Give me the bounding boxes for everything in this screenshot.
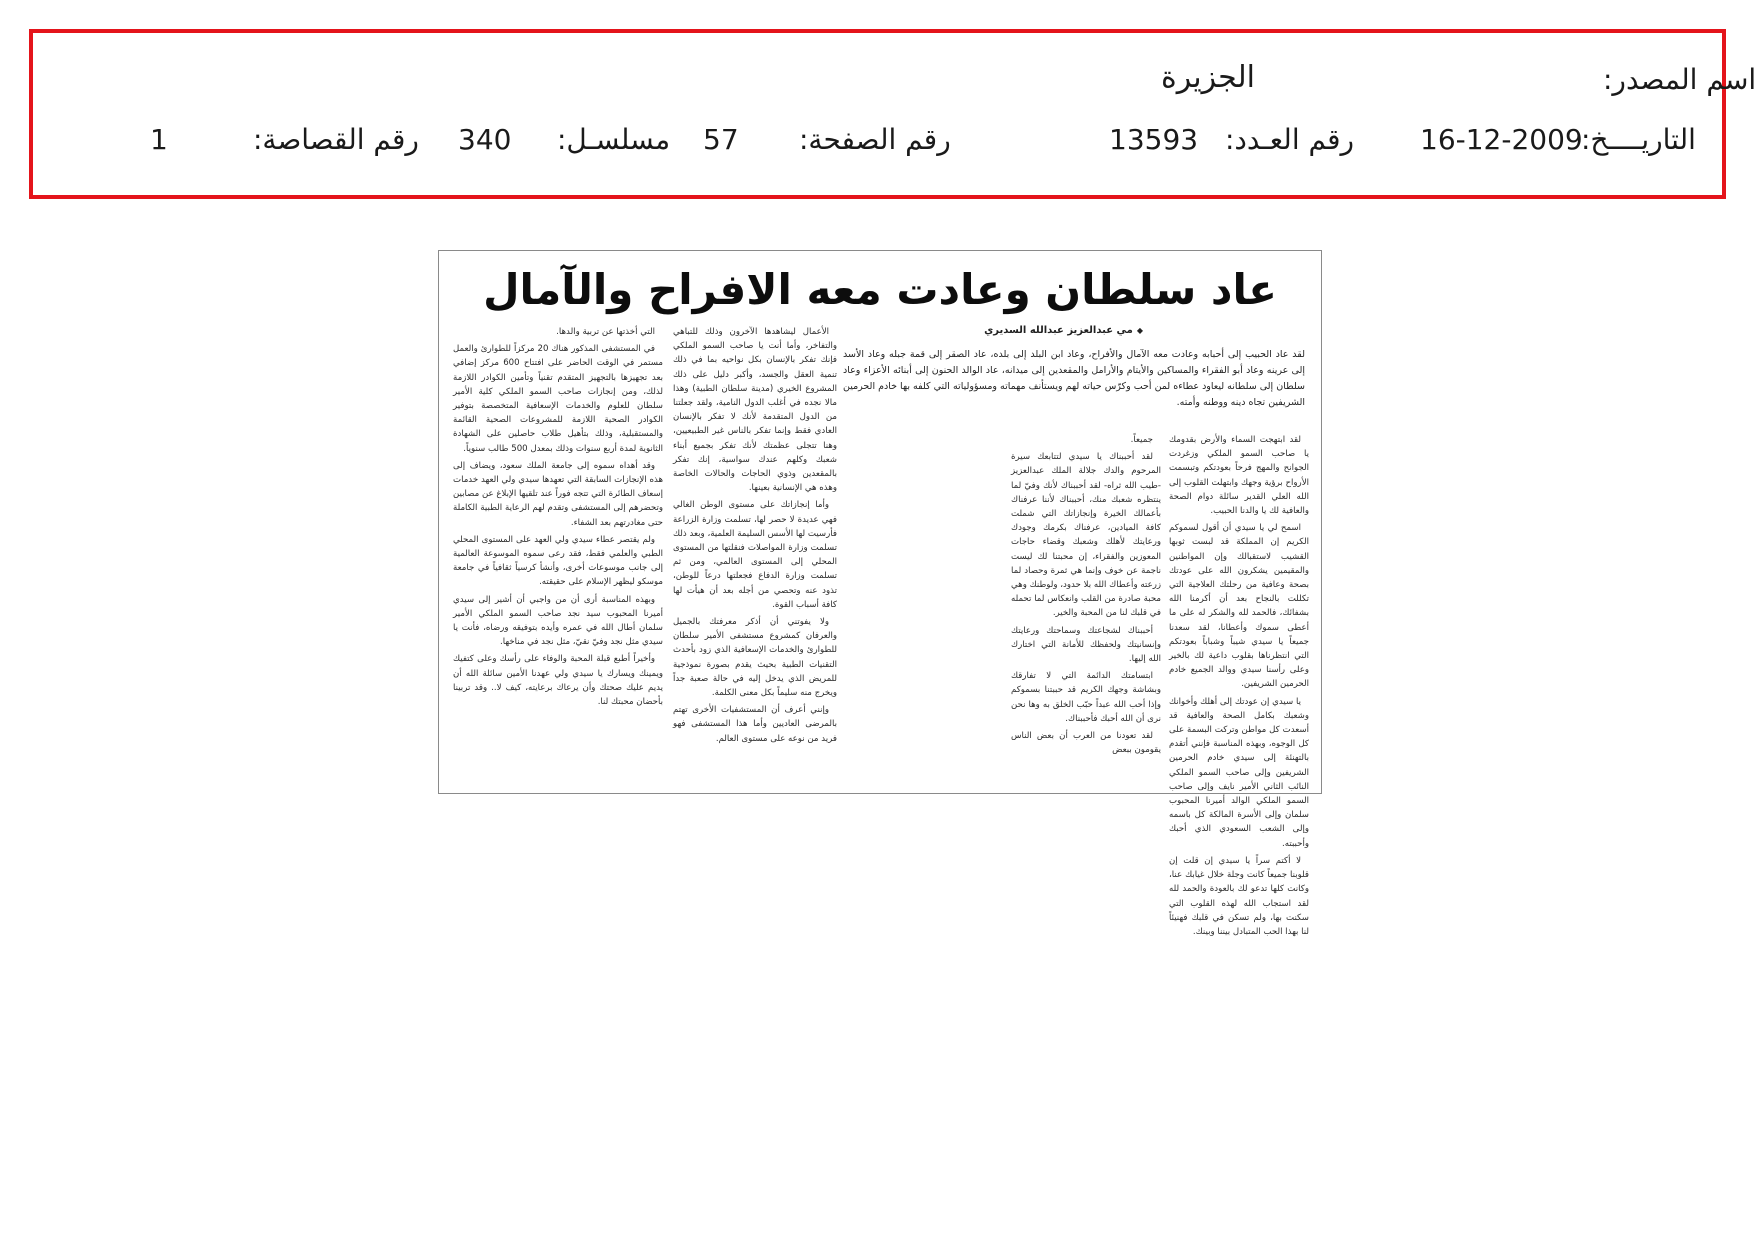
paragraph: لا أكتم سراً يا سيدي إن قلت إن قلوبنا جميعاً كانت وجلة خلال غيابك عنا، وكانت كلها تدعو لك بالعودة والحمد لله لقد استجاب الله لهذه القلوب التي سكنت بها، ولم تسكن في قلبك فهنيئاً لنا بهذا الحب المتبادل بيننا وبينك. [1169, 855, 1309, 937]
paragraph: وإنني أعرف أن المستشفيات الأخرى تهتم بالمرضى العاديين وأما هذا المستشفى فهو فريد من نوعه على مستوى العالم. [673, 705, 837, 744]
paragraph: لقد تعودنا من العرب أن بعض الناس يقومون ببعض [1011, 731, 1161, 756]
paragraph: ابتسامتك الدائمة التي لا تفارقك وبشاشة وجهك الكريم قد حببتنا بسموكم وإذا أحب الله عبداً حبّب الخلق به وها نحن نرى أن الله أحبك فأحببناك. [1011, 671, 1161, 724]
paragraph: لقد ابتهجت السماء والأرض بقدومك يا صاحب السمو الملكي وزغردت الجوانح والمهج فرحاً بعودتكم وتبسمت الأرواح برؤية وجهك وابتهلت القلوب إلى الله العلي القدير سائلة دوام الصحة والعافية لك يا والدنا الحبيب. [1169, 435, 1309, 517]
paragraph: أحببناك لشجاعتك وسماحتك ورعايتك وإنسانيتك ولحفظك للأمانة التي اختارك الله إليها. [1011, 625, 1161, 665]
article-column-1 [1169, 433, 1309, 937]
metadata-header [29, 29, 1756, 199]
paragraph: وأما إنجازاتك على مستوى الوطن الغالي فهي عديدة لا حصر لها، تسلمت وزارة الزراعة فأرسيت لها الأسس السليمة العلمية، وبعد ذلك تسلمت وزارة المواصلات فنقلتها من المستوى المحلي إلى المستوى العالمي، ومن ثم تسلمت وزارة الدفاع فجعلتها درعاً للوطن، تذود عنه وتحصي من أجله بعد أن هيأت لها كافة أسباب القوة. [673, 500, 837, 610]
date-value: 16-12-2009 [1420, 123, 1583, 156]
issue-value: 13593 [1109, 123, 1199, 156]
paragraph: جميعاً. [1130, 435, 1153, 445]
serial-value: 340 [458, 123, 512, 156]
article-byline [883, 325, 1143, 336]
serial-label: مسلسـل: [557, 123, 671, 156]
paragraph: التي أخذتها عن تربية والدها. [556, 327, 655, 337]
newspaper-clipping [438, 250, 1322, 937]
page-label: رقم الصفحة: [799, 123, 951, 156]
paragraph: في المستشفى المذكور هناك 20 مركزاً للطوارئ والعمل مستمر في الوقت الحاضر على افتتاح 600 مركز إضافي بعد تجهيزها بالتجهيز المتقدم تقنياً وتأمين الكوادر اللازمة لذلك، ومن إنجازات صاحب السمو الملكي كلية الأمير سلطان للعلوم والخدمات الإسعافية المتخصصة بتوفير الكوادر الصحية اللازمة للمشروعات الصحية القائمة والمستقبلية، وذلك بتأهيل طلاب حاصلين على الشهادة الثانوية لمدة أربع سنوات وذلك بمعدل 500 طالب سنوياً. [453, 344, 664, 454]
clip-number-label: رقم القصاصة: [253, 123, 419, 156]
paragraph: ولا يفوتني أن أذكر معرفتك بالجميل والعرفان كمشروع مستشفى الأمير سلطان للطوارئ والخدمات الإسعافية الذي زود بأحدث التقنيات الطبية بحيث يقدم بصورة نموذجية للمريض الذي يدخل إليه في حالة صعبة جداً ويخرج منه سليماً بكل معنى الكلمة. [673, 617, 837, 699]
date-label: التاريــــخ: [1581, 123, 1696, 156]
paragraph: الأعمال ليشاهدها الآخرون وذلك للتباهي والتفاخر، وأما أنت يا صاحب السمو الملكي فإنك تفكر بالإنسان بكل نواحيه بما في ذلك تنمية العقل والجسد، وأكبر دليل على ذلك المشروع الخيري (مدينة سلطان الطبية) وهذا مالا نجده في أغلب الدول النامية، ولقد جعلتنا من الدول المتقدمة لأنك لا تفكر بالإنسان العادي فقط وإنما تفكر بالناس غير الطبيعيين، وهنا تتجلى عظمتك لأنك تفكر بجميع أبناء شعبك وكلهم عندك سواسية، إنك تفكر بالمقعدين وذوي الحاجات والحالات الخاصة وهذه هي الإنسانية بعينها. [673, 327, 837, 494]
page-value: 57 [703, 123, 739, 156]
paragraph: لقد أحببناك يا سيدي لتتابعك سيرة المرحوم والدك جلالة الملك عبدالعزيز -طيب الله ثراه- لقد أحببناك لأنك وفيّ لما ينتظره شعبك منك، أحببناك لأننا عرفناك بأعمالك الخيرة وإنجازاتك التي شملت كافة الميادين، عرفناك بكرمك وجودك ورعايتك لأهلك وشعبك وقضاء حاجات المعوزين والفقراء، إن محبتنا لك ليست ناجمة عن خوف وإنما هي ثمرة وحصاد لما زرعته وأعطاك الله بلا حدود، ولوطنك وهي محبة صادرة من القلب وانعكاس لما تحمله في قلبك لنا من المحبة والخير. [1011, 452, 1161, 619]
article-headline: عاد سلطان وعادت معه الافراح والآمال [483, 265, 1277, 314]
article-column-3 [673, 325, 837, 788]
article-lede: لقد عاد الحبيب إلى أحبابه وعادت معه الآمال والأفراح، وعاد ابن البلد إلى بلده، عاد الصقر إلى قمة جبله وعاد الأسد إلى عرينه وعاد أبو الفقراء والمساكين والأيتام والأرامل والمقعدين إلى ميدانه، عاد الوالد الحنون إلى أبنائه الأعزاء وعاد سلطان إلى سلطانه ليعاود عطاءه لمن أحب وكرّس حياته لهم ويستأنف مهماته ومسؤولياته التي كلفه بها خادم الحرمين الشريفين تجاه دينه ووطنه وأمته. [843, 349, 1305, 408]
paragraph: وبهذه المناسبة أرى أن من واجبي أن أشير إلى سيدي أميرنا المحبوب سيد نجد صاحب السمو الملكي الأمير سلمان أطال الله في عمره وأيده بتوفيقه ورضاه، فأنت يا سيدي مثل نجد وفيّ نقيّ، مثل نجد في مناخها. [453, 594, 663, 648]
paragraph: وأخيراً أطبع قبلة المحبة والوفاء على رأسك وعلى كتفيك ويمينك ويسارك يا سيدي ولي عهدنا الأمين سائلة الله أن يديم عليك صحتك وأن يرعاك برعايته، كيف لا.. وقد تربينا بأحضان محبتك لنا. [453, 654, 663, 708]
paragraph: وقد أهداه سموه إلى جامعة الملك سعود، ويضاف إلى هذه الإنجازات السابقة التي تعهدها سيدي ولي العهد خدمات إسعاف الطائرة التي تتجه فوراً عند تلقيها الإبلاغ عن مصابين وتحضرهم إلى المستشفى وتقدم لهم الرعاية الطبية الكاملة حتى مغادرتهم بعد الشفاء. [453, 460, 663, 528]
paragraph: يا سيدي إن عودتك إلى أهلك وأخوانك وشعبك بكامل الصحة والعافية قد أسعدت كل مواطن وتركت البسمة على كل الوجوه، وبهذه المناسبة فإنني أتقدم بالتهنئة إلى سيدي خادم الحرمين الشريفين وإلى صاحب السمو الملكي النائب الثاني الأمير نايف وإلى صاحب السمو الملكي الوالد أميرنا المحبوب سلمان وإلى الأسرة المالكة كل باسمه وإلى الشعب السعودي الذي أحبك وأحببته. [1169, 696, 1309, 849]
source-value: الجزيرة [1161, 60, 1256, 95]
paragraph: اسمح لي يا سيدي أن أقول لسموكم الكريم إن المملكة قد لبست ثوبها القشيب لاستقبالك وإن المواطنين والمقيمين يشكرون الله على عودتك بصحة وعافية من رحلتك العلاجية التي تكللت بالنجاح بعد أن أكرمنا الله بشفائك، فالحمد لله والشكر له على ما أعطى سموك وأعطانا، لقد سعدنا جميعاً يا سيدي شيباً وشباباً بعودتكم التي انتظرناها بقلوب داعية لك بالخير وعلى رأسنا سيدي ووالد الجميع خادم الحرمين الشريفين. [1169, 523, 1309, 690]
bullet-icon: ◆ [1136, 326, 1143, 335]
issue-label: رقم العـدد: [1225, 123, 1355, 156]
clip-number-value: 1 [150, 123, 168, 156]
article-column-4 [453, 325, 663, 788]
source-label: اسم المصدر: [1603, 63, 1756, 96]
article-column-2 [1011, 433, 1161, 788]
paragraph: ولم يقتصر عطاء سيدي ولي العهد على المستوى المحلي الطبي والعلمي فقط، فقد رعى سموه الموسوعة العالمية إلى جانب موسوعات أخرى، وأنشأ كرسياً ثقافياً في جامعة موسكو ليظهر الإسلام على حقيقته. [453, 534, 663, 588]
byline-text: مي عبدالعزيز عبدالله السديري [984, 325, 1133, 336]
